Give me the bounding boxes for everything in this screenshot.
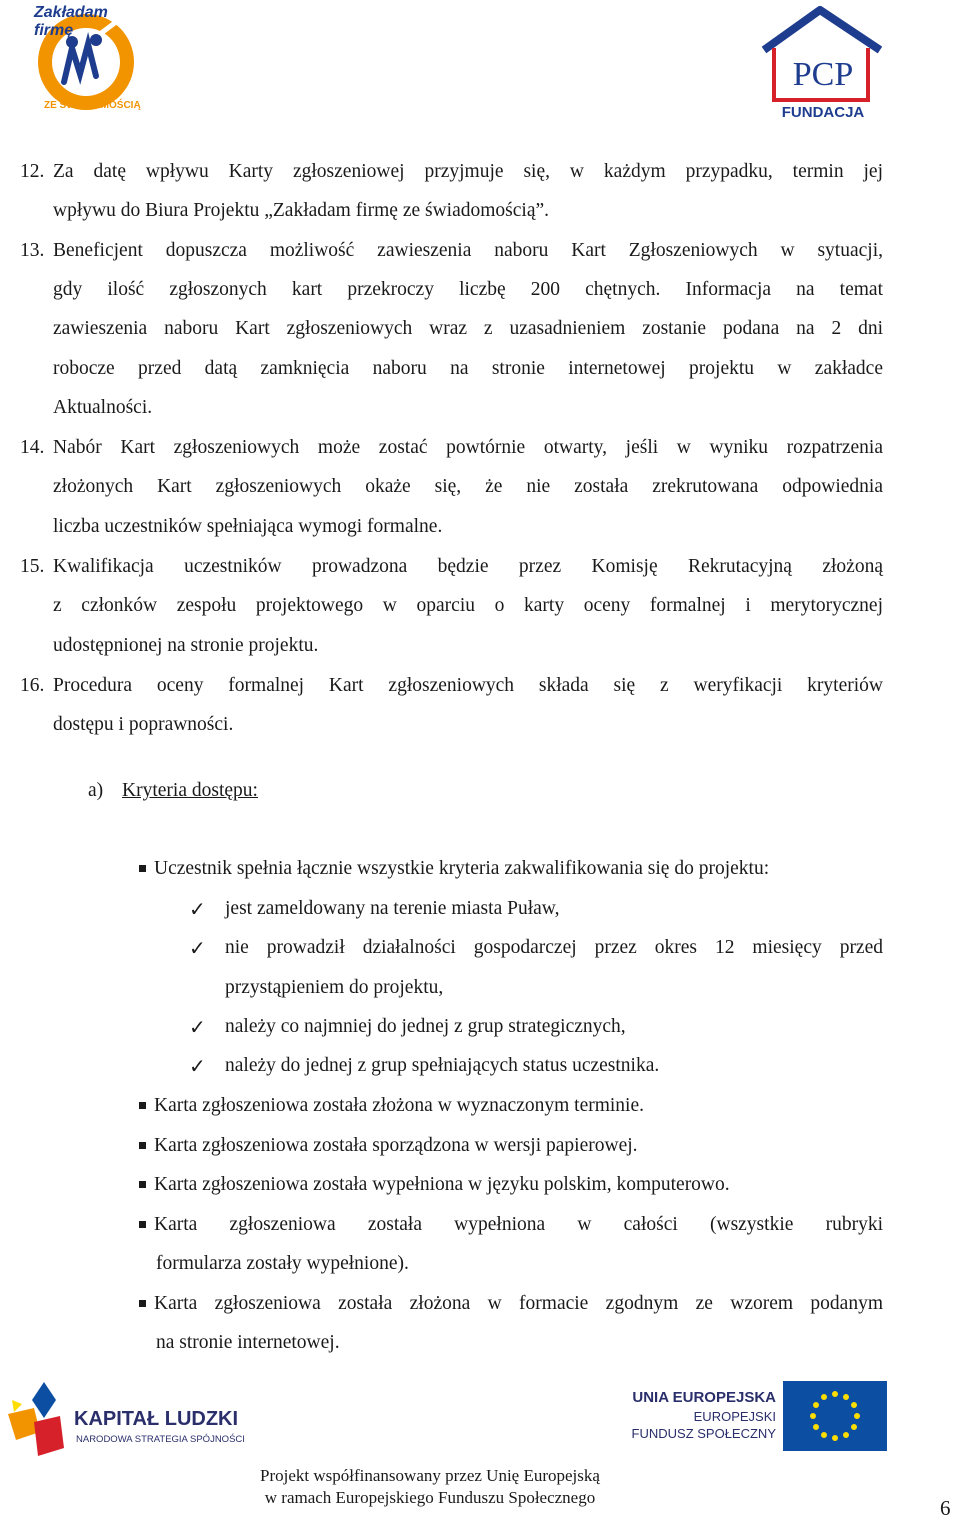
item-text-line: Za datę wpływu Karty zgłoszeniowej przyjmuje się, w każdym przypadku, termin jej (53, 161, 883, 182)
criteria-bullet-item-cont: formularza zostały wypełnione). (156, 1253, 409, 1274)
item-text-line: Nabór Kart zgłoszeniowych może zostać powtórnie otwarty, jeśli w wyniku rozpatrzenia (53, 437, 883, 458)
criteria-bullet-item: Karta zgłoszeniowa została złożona w wyznaczonym terminie. (154, 1095, 645, 1116)
kapital-ludzki-logo (4, 1378, 264, 1460)
item-number: 16. (20, 675, 45, 696)
item-text-line: wpływu do Biura Projektu „Zakładam firmę ze świadomością”. (53, 200, 550, 221)
fundacja-label: FUNDACJA (781, 104, 865, 121)
square-bullet-icon (139, 1102, 146, 1109)
eu-fund-text (616, 1388, 776, 1442)
item-text-line: robocze przed datą zamknięcia naboru na stronie internetowej projektu w zakładce (53, 358, 883, 379)
square-bullet-icon (139, 1142, 146, 1149)
kapital-ludzki-title: KAPITAŁ LUDZKI (74, 1408, 239, 1430)
criteria-bullet-item: Karta zgłoszeniowa została wypełniona w języku polskim, komputerowo. (154, 1174, 730, 1195)
item-12 (0, 152, 960, 232)
subsection-heading (88, 771, 258, 811)
checkmark-icon: ✓ (189, 1015, 206, 1039)
item-text-line: z członków zespołu projektowego w oparciu o karty oceny formalnej i merytorycznej (53, 595, 883, 616)
criteria-check-item-cont: przystąpieniem do projektu, (225, 977, 444, 998)
square-bullet-icon (139, 1300, 146, 1307)
cofinancing-note (230, 1465, 630, 1509)
item-text-line: zawieszenia naboru Kart zgłoszeniowych wraz z uzasadnieniem zostanie podana na 2 dni (53, 318, 883, 339)
item-text-line: liczba uczestników spełniająca wymogi formalne. (53, 516, 443, 537)
item-14 (0, 428, 960, 548)
criteria-intro: Uczestnik spełnia łącznie wszystkie kryteria zakwalifikowania się do projektu: (154, 858, 770, 879)
eu-line1: UNIA EUROPEJSKA (632, 1389, 776, 1406)
kapital-ludzki-subtitle: NARODOWA STRATEGIA SPÓJNOŚCI (76, 1434, 245, 1445)
item-text-line: złożonych Kart zgłoszeniowych okaże się, że nie została zrekrutowana odpowiednia (53, 476, 883, 497)
item-number: 14. (20, 437, 45, 458)
criteria-check-item: jest zameldowany na terenie miasta Puław, (225, 898, 560, 919)
logo-bottom-text: ZE ŚWIADOMOŚCIĄ (44, 100, 141, 111)
square-bullet-icon (139, 1181, 146, 1188)
criteria-check-item: należy do jednej z grup spełniających status uczestnika. (225, 1055, 660, 1076)
zakladam-firme-logo (14, 4, 144, 122)
square-bullet-icon (139, 1221, 146, 1228)
criteria-bullet-item: Karta zgłoszeniowa została złożona w formacie zgodnym ze wzorem podanym (154, 1293, 883, 1314)
subsection-label: a) (88, 780, 104, 801)
cofinancing-line2: w ramach Europejskiego Funduszu Społecznego (264, 1488, 596, 1507)
criteria-bullet-item: Karta zgłoszeniowa została sporządzona w wersji papierowej. (154, 1135, 638, 1156)
item-text-line: udostępnionej na stronie projektu. (53, 635, 319, 656)
pcp-initials: PCP (792, 56, 854, 93)
item-text-line: Aktualności. (53, 397, 153, 418)
item-text-line: Procedura oceny formalnej Kart zgłoszeniowych składa się z weryfikacji kryteriów (53, 675, 883, 696)
item-text-line: Kwalifikacja uczestników prowadzona będzie przez Komisję Rekrutacyjną złożoną (53, 556, 883, 577)
square-bullet-icon (139, 865, 146, 872)
subsection-title: Kryteria dostępu: (122, 780, 258, 801)
criteria-bullet-item-cont: na stronie internetowej. (156, 1332, 340, 1353)
item-13 (0, 231, 960, 431)
eu-flag-icon (783, 1381, 887, 1451)
item-text-line: dostępu i poprawności. (53, 714, 234, 735)
item-text-line: Beneficjent dopuszcza możliwość zawieszenia naboru Kart Zgłoszeniowych w sytuacji, (53, 240, 883, 261)
item-number: 15. (20, 556, 45, 577)
eu-line3: FUNDUSZ SPOŁECZNY (631, 1426, 776, 1441)
criteria-check-item: należy co najmniej do jednej z grup strategicznych, (225, 1016, 626, 1037)
criteria-bullet-item: Karta zgłoszeniowa została wypełniona w całości (wszystkie rubryki (154, 1214, 883, 1235)
item-number: 13. (20, 240, 45, 261)
eu-line2: EUROPEJSKI (693, 1409, 776, 1424)
checkmark-icon: ✓ (189, 897, 206, 921)
cofinancing-line1: Projekt współfinansowany przez Unię Europejską (260, 1466, 600, 1485)
criteria-check-item: nie prowadził działalności gospodarczej przez okres 12 miesięcy przed (225, 937, 883, 958)
item-text-line: gdy ilość zgłoszonych kart przekroczy liczbę 200 chętnych. Informacja na temat (53, 279, 883, 300)
item-16 (0, 666, 960, 746)
checkmark-icon: ✓ (189, 1054, 206, 1078)
item-15 (0, 547, 960, 667)
checkmark-icon: ✓ (189, 936, 206, 960)
item-number: 12. (20, 161, 45, 182)
logo-ring-text: Zakładam firmę (34, 4, 108, 39)
pcp-fundacja-logo (760, 4, 886, 122)
page-number: 6 (940, 1496, 951, 1520)
kapital-ludzki-star-icon (4, 1378, 68, 1460)
